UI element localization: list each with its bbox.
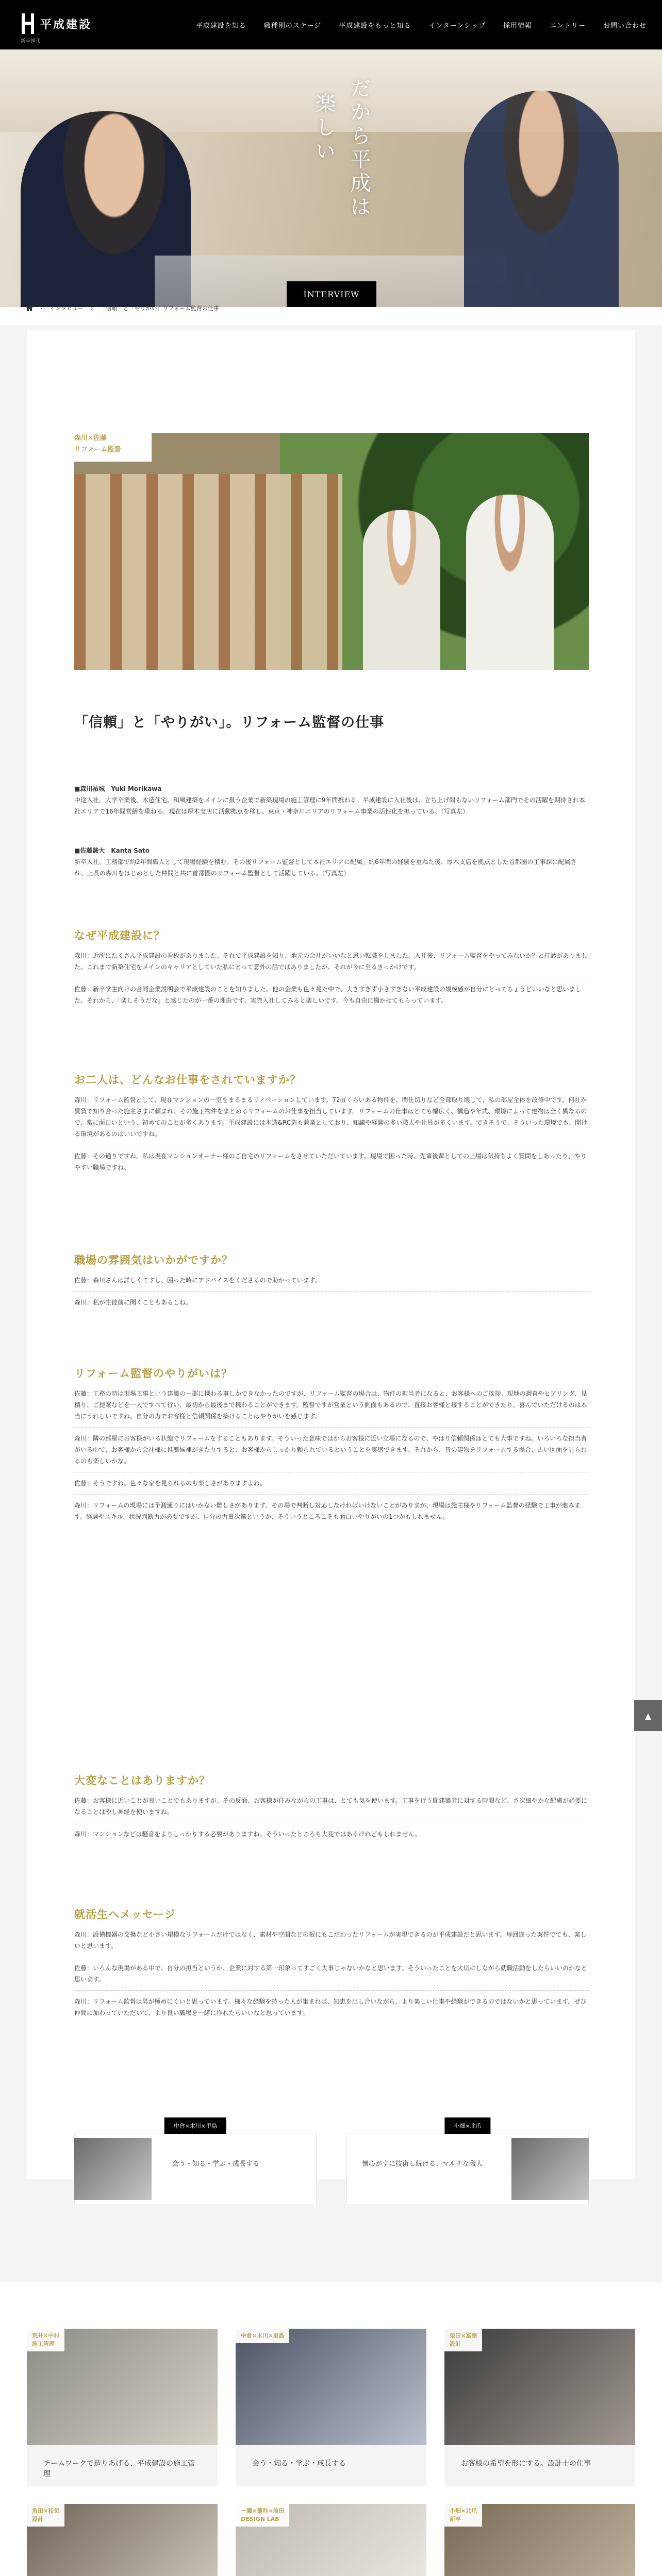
related-prev[interactable] [74,2117,317,2205]
profile-name: ■森川祐城 Yuki Morikawa [74,785,162,792]
interview-card-caption: お客様の希望を形にする。設計士の仕事 [444,2445,635,2486]
interview-card-image [236,2504,426,2576]
badge-role: DESIGN LAB [241,2516,279,2522]
related-tag: 小畑×北爪 [444,2117,490,2134]
interview-card-image [444,2504,635,2576]
section-heading: 職場の雰囲気はいかがですか？ [74,1254,233,1266]
breadcrumb [26,304,219,312]
section-paragraph: 森川：リフォームの現場には予測通りにはいかない難しさがあります。その場で判断し対応しなければいけないことがありまが、現場は施主様やリフォーム監督の経験で工事が進みます。経験やスキル、状況判断力が必要ですが、自分の力量次第というか、そういうところこそも面白いやりがいの1つかもしれません。 [74,1502,581,1520]
interview-card[interactable] [444,2504,635,2576]
home-icon[interactable] [26,305,33,311]
photo-beams [74,474,342,670]
related-text: 会う・知る・学ぶ・成長する [172,2160,260,2168]
logo-mark-icon [21,11,35,36]
hero [0,49,662,307]
interview-card-badge [444,2504,482,2527]
logo-text: 平成建設 [40,18,92,31]
badge-names: 中倉×木川×里島 [241,2332,285,2339]
section-work [74,1072,589,1178]
badge-role: 施工管理 [32,2341,55,2347]
logo[interactable] [21,11,92,36]
section-paragraph: 佐藤：お客様に近いことが良いことでもありますが、その反面、お客様が住みながらの工事は、とても気を使います。工事を行う間建築者に対する時間など、さ次細やかな配慮が必要になることはやし神経を使いますね。 [74,1797,588,1816]
related-thumb [511,2138,589,2200]
profile-sato [74,845,589,879]
photo-worker-left [363,510,440,670]
interview-card-badge [27,2504,64,2527]
dashed-divider [74,1990,589,1991]
nav-item[interactable]: インターンシップ [428,22,486,30]
scroll-top-button[interactable] [634,1700,662,1731]
interview-card-badge [444,2329,482,2351]
section-rewarding [74,1365,589,1528]
section-paragraph: 佐藤：新卒学生向けの合同企業説明会で平成建設のことを知りました。他の企業も色々見た中で、大きすぎず小さすぎない平成建設の規模感が自分にとってちょうどいいなと思いました。それから、「楽しそうだな」と感じたのが一番の理由です。実際入社してみると楽しいです。今も自由に働かせてもらっています。 [74,986,582,1004]
section-message [74,1906,589,2024]
profile-name: ■佐藤駿大 Kanta Sato [74,847,150,854]
interview-card-caption: 会う・知る・学ぶ・成長する [236,2445,426,2486]
section-paragraph: 佐藤：森川さんは詳しくてすし、困った時にアドバイスをくださるので助かっています。 [74,1277,321,1284]
interview-card-caption: チームワークで造りあげる、平成建設の施工管理 [27,2445,218,2486]
badge-role: 設計 [450,2341,461,2347]
section-paragraph: 佐藤：いろんな現場がある中で、自分の担当というか、企業に対する第一印象ってすごく大事じゃないかなと思います。そういったことを大切にしながら就職活動をしたらいいのかなと思います。 [74,1964,587,1983]
section-why [74,927,589,1011]
breadcrumb-separator: › [90,304,93,312]
section-heading: なぜ平成建設に？ [74,929,165,942]
badge-names: 栗田×富澤 [450,2332,477,2339]
interview-card[interactable] [236,2329,426,2486]
dashed-divider [74,1494,589,1495]
related-tag: 中倉×木川×里島 [164,2117,226,2134]
section-difficulty [74,1772,589,1845]
header [0,0,662,49]
interview-card-image [27,2329,218,2445]
breadcrumb-item-interview[interactable]: インタビュー [49,305,84,312]
interview-card-badge [27,2329,64,2351]
interview-card-image [27,2504,218,2576]
badge-role: 設計 [32,2516,43,2522]
interview-card-image [236,2329,426,2445]
breadcrumb-item-current: 「信頼」と「やりがい」リフォーム監督の仕事 [100,305,219,312]
article-label-names: 森川×佐藤 [74,434,107,442]
section-paragraph: 森川：リフォーム監督は男が極めにくいと思っています。様々な経験を持った人が集まれば、知恵を出し合いながら、より楽しい仕事や経験ができるのではないかと思っています。ぜひ仲間に加わっていただいて、より良い職場を一緒に作れたらいいなと思っています。 [74,1998,587,2016]
nav-item[interactable]: 採用情報 [503,22,532,30]
chevron-up-icon: ▲ [644,1710,652,1721]
article-photo [74,433,589,670]
hero-label: INTERVIEW [287,281,376,307]
section-paragraph: 森川：リフォーム監督として、現在マンションの一室をまるまるリノベーションしています。72㎡くらいある物件を、間仕切りなど全部取り壊して、私の部屋全体を改修中です。何社か賃貸で知り合った施主さまに頼まれ、その施工物件をまとめるリフォームのお仕事を担当しています。リフォームの仕事はとても幅広く、構造や年式、環境によって建物は全く異なるので、常に面白いという、初めてのことが多くあります。平成建設には木造&RC造も兼業としており、知識や経験の多い職人や社員が多くいます。できそうで、そういった環境でも、聞ける環境があるのはいいですね。 [74,1096,588,1138]
interview-card[interactable] [27,2504,218,2576]
dashed-divider [74,1427,589,1428]
badge-names: 荒井×中村 [32,2332,60,2339]
interview-card[interactable] [27,2329,218,2486]
profile-morikawa [74,783,589,817]
nav-item[interactable]: 平成建設をもっと知る [339,22,411,30]
profile-text: 中途入社。大学卒業後、木造住宅、和風建築をメインに扱う企業で新築現場の施工管理に9年間携わる。平成建設に入社後は、立ち上げ間もないリフォーム部門でその活躍を期待され本社エリアで16年間営繕を重ねる。現在は厚木支店に活動拠点を移し、東京・神奈川エリアのリフォーム事業の活性化を担っている。（写真左） [74,796,585,815]
interview-card-badge [236,2504,289,2527]
article-title: 「信頼」と「やりがい」。リフォーム監督の仕事 [74,715,385,731]
section-heading: 大変なことはありますか？ [74,1774,210,1787]
section-paragraph: 森川：設備機器の交換など小さい規模なリフォームだけではなく、素材や空間などの根にもこだわったリフォームが実現できるのが平成建設だと思います。毎回違った案件でても、楽しいと思います。 [74,1931,587,1950]
section-paragraph: 森川：近所にたくさん平成建設の看板がありました。それで平成建設を知り、地元の会社がいいなと思い転職をしました。入社後、リフォーム監督をやってみないか？と打診がありました。これまで新築住宅をメインのキャリアとしていた私にとって意外の話ではありましたが、それが今に至るきっかけです。 [74,952,588,971]
profile-text: 新卒入社。工務部で約2年間職人として現場経験を積む。その後リフォーム監督として本社エリアに配属。約6年間の経験を重ねた後、厚木支店を拠点とした首都圏の工事課に配属され、上長の森川をはじめとした仲間と共に首都圏のリフォーム監督として活躍している。（写真左） [74,858,577,877]
section-paragraph: 佐藤：そうですね。色々な家を見られるのも楽しさがありますよね。 [74,1480,267,1487]
interview-card[interactable] [444,2329,635,2486]
nav-item[interactable]: お問い合わせ [603,22,647,30]
logo-sub: 新卒採用 [21,39,42,44]
section-paragraph: 森川：隣の部屋にお客様がいる状態でリフォームをすることもあります。そういった意味ではからお客様に近い立場になるので、やはり信頼関係はとても大事ですね。いろいろな担当者がいる中で、お客様から会社様に推薦候補がきたりすると、お客様からしっかり頼られているということを実感できます。それから、昔の建物をリフォームする場合、古い図面を見られるのも楽しいかな。 [74,1435,587,1465]
badge-role: 新卒 [450,2516,461,2522]
hero-copy-line1: だから平成は [347,77,371,219]
related-thumb [74,2138,152,2200]
photo-worker-right [466,495,554,670]
nav-item[interactable]: 職種別のステージ [263,22,322,30]
related-next[interactable] [346,2117,589,2205]
nav-item[interactable]: 平成建設を知る [195,22,246,30]
section-heading: お二人は、どんなお仕事をされていますか？ [74,1074,301,1086]
badge-names: 小畑×北爪 [450,2507,477,2514]
hero-copy-line2: 楽しい [312,93,336,164]
section-heading: 就活生へメッセージ [74,1908,176,1921]
badge-names: 角田×和気 [32,2507,60,2514]
article-label [74,433,121,455]
breadcrumb-separator: › [40,304,43,312]
interview-card[interactable] [236,2504,426,2576]
section-atmosphere [74,1252,589,1313]
section-paragraph: 森川：私が生徒前に聞くこともあるしね。 [74,1299,192,1306]
section-paragraph: 佐藤：工務の時は現場工事という建築の一部に携わる事しかできなかったのですが、リフォーム監督の場合は、物件の担当者になると、お客様へのご挨拶、現地の調査やヒアリング、見積り、ご提案などを一人ですべて行い、最初から最後まで携わることができます。監督ですが営業という側面もあるので、直接お客様と接することができたり、喜んでいただけるのは本当にうれしいですね。自分の力でお客様と信頼関係を築けることはやりがいを感じます。 [74,1390,587,1420]
section-paragraph: 佐藤：その通りですね。私は現在マンションオーナー様のご自宅のリフォームをさせていただいています。現場で困った時、先輩後輩としての上場は気持ちよく質問をしあったり、やりやすい職場ですね。 [74,1153,587,1171]
badge-names: 一瀬×藁科×前田 [241,2507,285,2514]
related-text: 懐心がすに技術し続ける、マルチな職人 [362,2160,483,2168]
hero-person-right [464,91,619,307]
dashed-divider [74,1291,589,1292]
main-nav [196,0,647,49]
article-label-role: リフォーム監督 [74,446,121,453]
section-heading: リフォーム監督のやりがいは？ [74,1367,233,1380]
section-paragraph: 森川：マンションなどは騒音をよりしっかりする必要がありますね。そういったところも大変ではあるけれどもしれません。 [74,1831,421,1838]
interview-card-badge [236,2329,289,2343]
interview-card-image [444,2329,635,2445]
nav-item[interactable]: エントリー [549,22,586,30]
